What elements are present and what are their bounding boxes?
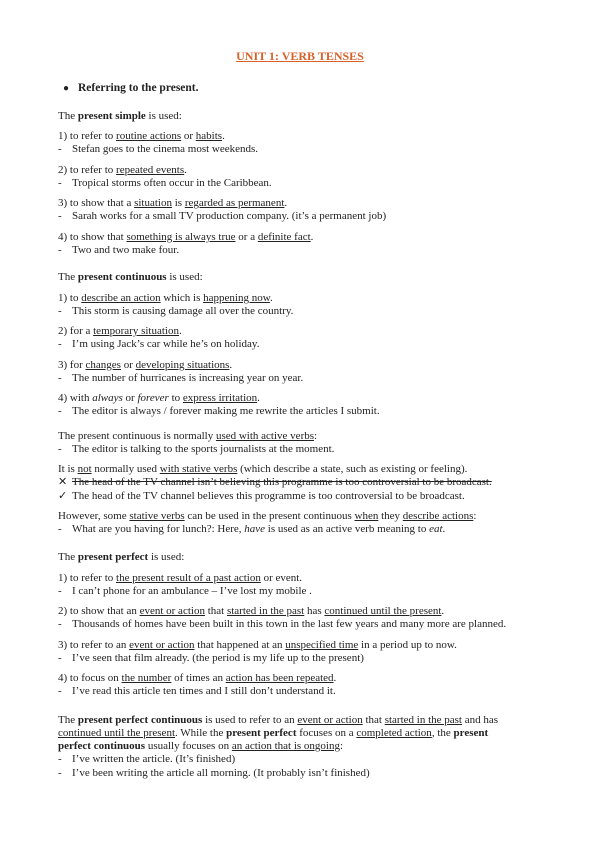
example-line: - The number of hurricanes is increasing year on year. [58,372,304,384]
example-line: - I’m using Jack’s car while he’s on holiday. [58,338,260,350]
rule-line: 3) to show that a situation is regarded as permanent. [58,197,288,209]
rule-line: 2) for a temporary situation. [58,325,182,337]
example-line: - Stefan goes to the cinema most weekends. [58,143,259,155]
rule-line: 1) to refer to the present result of a past action or event. [58,572,303,584]
example-line: - I’ve written the article. (It’s finished) [58,753,236,765]
rule-line: 2) to refer to repeated events. [58,164,187,176]
wrong-example: ✕ The head of the TV channel isn’t believing this programme is too controversial to be broadcast. [58,476,492,488]
ppc-line-1: The present perfect continuous is used to refer to an event or action that started in the past and has [58,714,499,726]
note-line: However, some stative verbs can be used in the present continuous when they describe actions: [58,510,477,522]
example-line: - I’ve been writing the article all morning. (It probably isn’t finished) [58,767,370,779]
ppc-line-2: continued until the present. While the present perfect focuses on a completed action, the present [58,727,489,739]
rule-line: 1) to describe an action which is happening now. [58,292,273,304]
cross-icon: ✕ [58,476,68,488]
check-icon: ✓ [58,490,68,502]
rule-line: 4) to show that something is always true or a definite fact. [58,231,314,243]
example-line: - What are you having for lunch?: Here, have is used as an active verb meaning to eat. [58,523,446,535]
note-line: It is not normally used with stative verbs (which describe a state, such as existing or feeling). [58,463,468,475]
note-line: The present continuous is normally used with active verbs: [58,430,318,442]
example-line: - Two and two make four. [58,244,180,256]
example-line: - Sarah works for a small TV production company. (it’s a permanent job) [58,210,387,222]
example-line: - Tropical storms often occur in the Caribbean. [58,177,272,189]
example-line: - The editor is talking to the sports journalists at the moment. [58,443,335,455]
rule-line: 3) for changes or developing situations. [58,359,233,371]
example-line: - The editor is always / forever making me rewrite the articles I submit. [58,405,380,417]
rule-line: 4) to focus on the number of times an action has been repeated. [58,672,337,684]
ppc-line-3: perfect continuous usually focuses on an action that is ongoing: [58,740,344,752]
example-line: - Thousands of homes have been built in this town in the last few years and many more are planned. [58,618,507,630]
present-simple-intro: The present simple is used: [58,110,182,122]
rule-line: 1) to refer to routine actions or habits. [58,130,225,142]
bullet-icon: ● [63,83,70,94]
page-title: UNIT 1: VERB TENSES [236,49,364,63]
rule-line: 3) to refer to an event or action that happened at an unspecified time in a period up to now. [58,639,457,651]
rule-line: 4) with always or forever to express irritation. [58,392,260,404]
heading-text: Referring to the present. [78,82,199,94]
example-line: - I’ve read this article ten times and I still don’t understand it. [58,685,336,697]
example-line: - This storm is causing damage all over the country. [58,305,294,317]
present-continuous-intro: The present continuous is used: [58,271,203,283]
present-perfect-intro: The present perfect is used: [58,551,185,563]
correct-example: ✓ The head of the TV channel believes this programme is too controversial to be broadcast. [58,490,465,502]
example-line: - I’ve seen that film already. (the period is my life up to the present) [58,652,364,664]
section-heading [63,82,199,95]
rule-line: 2) to show that an event or action that started in the past has continued until the present. [58,605,445,617]
example-line: - I can’t phone for an ambulance – I’ve lost my mobile . [58,585,312,597]
